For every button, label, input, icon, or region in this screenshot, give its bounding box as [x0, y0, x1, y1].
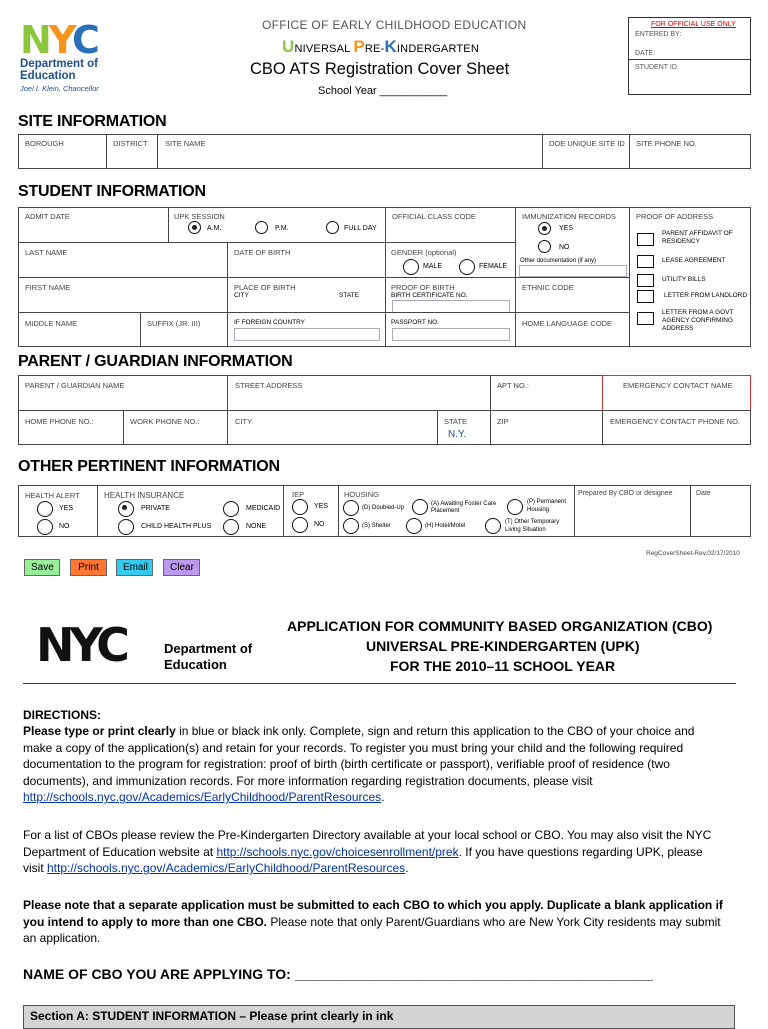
zip-field[interactable]: ZIP [490, 410, 603, 445]
upk-title: UNIVERSAL PRE-KINDERGARTEN [282, 37, 479, 56]
clear-button[interactable]: Clear [163, 559, 200, 576]
state-value: N.Y. [448, 429, 467, 440]
class-code-field[interactable]: OFFICIAL CLASS CODE [385, 207, 516, 243]
passport-field: PASSPORT NO. [385, 312, 516, 347]
logo-edu-black: Education [164, 657, 227, 672]
hotel-radio[interactable] [406, 518, 422, 534]
gender-field: GENDER (optional) MALE FEMALE [385, 242, 516, 278]
directions-heading: DIRECTIONS: [23, 708, 101, 722]
govt-letter-checkbox[interactable] [637, 312, 654, 325]
ethnic-code-field[interactable]: ETHNIC CODE [515, 277, 630, 313]
pm-radio[interactable] [255, 221, 268, 234]
site-phone-field[interactable]: SITE PHONE NO. [629, 134, 751, 169]
iep-field: IEP YES NO [283, 485, 339, 537]
parent-info-heading: PARENT / GUARDIAN INFORMATION [18, 353, 293, 370]
parent-name-field[interactable]: PARENT / GUARDIAN NAME [18, 375, 228, 411]
lease-checkbox[interactable] [637, 255, 654, 268]
first-name-field[interactable]: FIRST NAME [18, 277, 228, 313]
doe-site-id-field[interactable]: DOE UNIQUE SITE ID [542, 134, 630, 169]
site-info-heading: SITE INFORMATION [18, 113, 167, 130]
logo-letters-black: NYC [36, 618, 125, 672]
nyc-doe-logo-black [36, 618, 266, 674]
app-title-1: APPLICATION FOR COMMUNITY BASED ORGANIZATION (CBO) [287, 618, 713, 634]
official-use-title: FOR OFFICIAL USE ONLY [651, 21, 736, 28]
full-day-radio[interactable] [326, 221, 339, 234]
directions-paragraph-3: Please note that a separate application must be submitted to each CBO to which you apply. Duplicate a blank application if you intend to apply to more than one CBO. Please note that only Parent/Guardians who are New York City residents may submit an application. [23, 898, 723, 945]
section-a-title: Section A: STUDENT INFORMATION – Please print clearly in ink [30, 1009, 394, 1023]
app-title-3: FOR THE 2010–11 SCHOOL YEAR [390, 658, 616, 674]
utility-checkbox[interactable] [637, 274, 654, 287]
emergency-name-field[interactable]: EMERGENCY CONTACT NAME [602, 375, 751, 411]
home-language-field[interactable]: HOME LANGUAGE CODE [515, 312, 630, 347]
logo-education: Education [20, 70, 76, 82]
home-phone-field[interactable]: HOME PHONE NO.: [18, 410, 124, 445]
temporary-radio[interactable] [485, 518, 501, 534]
borough-field[interactable]: BOROUGH [18, 134, 107, 169]
foreign-country-input[interactable] [234, 328, 380, 341]
save-button[interactable]: Save [24, 559, 60, 576]
emergency-phone-field[interactable]: EMERGENCY CONTACT PHONE NO. [602, 410, 751, 445]
last-name-field[interactable]: LAST NAME [18, 242, 228, 278]
district-field[interactable]: DISTRICT [106, 134, 158, 169]
middle-name-field[interactable]: MIDDLE NAME [18, 312, 141, 347]
app-title-2: UNIVERSAL PRE-KINDERGARTEN (UPK) [366, 638, 640, 654]
iep-no-radio[interactable] [292, 517, 308, 533]
health-alert-field: HEALTH ALERT YES NO [18, 485, 98, 537]
parent-resources-link[interactable]: http://schools.nyc.gov/Academics/EarlyChildhood/ParentResources [23, 790, 382, 804]
admit-date-field[interactable]: ADMIT DATE [18, 207, 169, 243]
iep-yes-radio[interactable] [292, 499, 308, 515]
logo-dept-black: Department of [164, 641, 253, 656]
landlord-checkbox[interactable] [637, 290, 654, 303]
student-info-heading: STUDENT INFORMATION [18, 183, 206, 200]
form-title: CBO ATS Registration Cover Sheet [250, 60, 510, 78]
prepared-date-field[interactable]: Date [690, 485, 751, 537]
shelter-radio[interactable] [343, 518, 359, 534]
choices-enrollment-link[interactable]: http://schools.nyc.gov/choicesenrollment/prek [216, 844, 459, 859]
office-title: OFFICE OF EARLY CHILDHOOD EDUCATION [262, 18, 527, 32]
suffix-field[interactable]: SUFFIX (JR. III) [140, 312, 228, 347]
email-button[interactable]: Email [116, 559, 153, 576]
am-radio[interactable] [188, 221, 201, 234]
awaiting-radio[interactable] [412, 499, 428, 515]
passport-input[interactable] [392, 328, 510, 341]
housing-field: HOUSING (D) Doubled-Up (A) Awaiting Foster Care Placement (P) Permanent Housing (S) Shelter (H) Hotel/Motel (T) Other Temporary Living Situation [338, 485, 575, 537]
health-alert-yes-radio[interactable] [37, 501, 53, 517]
male-radio[interactable] [403, 259, 419, 275]
proof-address-field: PROOF OF ADDRESS PARENT AFFIDAVIT OF RESIDENCY LEASE AGREEMENT UTILITY BILLS LETTER FROM LANDLORD LETTER FROM A GOVT AGENCY CONFIRMING ADDRESS [629, 207, 751, 347]
directions-paragraph-2: For a list of CBOs please review the Pre-Kindergarten Directory available at your local school or CBO. You may also visit the NYC Department of Education website at http://schools.nyc.gov/choicesenrollment/prek. If you have questions regarding UPK, please visit http://schools.nyc.gov/Academics/EarlyChildhood/ParentResources. [23, 828, 712, 875]
directions-paragraph-1: Please type or print clearly in blue or black ink only. Complete, sign and return this application to the CBO of your choice and make a copy of the application(s) and retain for your records. To register you must bring your child and the following required documentation to the program for registration: proof of birth (birth certificate or passport), verifiable proof of residence (two documents), and immunization records. For more information regarding registration documents, please visit http://schools.nyc.gov/Academics/EarlyChildhood/ParentResources. [23, 724, 695, 804]
permanent-radio[interactable] [507, 499, 523, 515]
private-radio[interactable] [118, 501, 134, 517]
print-button[interactable]: Print [70, 559, 107, 576]
work-phone-field[interactable]: WORK PHONE NO.: [123, 410, 228, 445]
school-year: School Year ___________ [318, 85, 448, 97]
official-use-box [628, 17, 751, 95]
medicaid-radio[interactable] [223, 501, 239, 517]
proof-birth-field: PROOF OF BIRTH BIRTH CERTIFICATE NO. [385, 277, 516, 313]
logo-dept: Department of [20, 58, 98, 70]
other-doc-input[interactable] [519, 265, 627, 277]
site-name-field[interactable]: SITE NAME [157, 134, 543, 169]
pob-field: PLACE OF BIRTH CITY STATE [227, 277, 386, 313]
street-address-field[interactable]: STREET ADDRESS [227, 375, 491, 411]
title-divider [23, 683, 736, 684]
cbo-name-line[interactable]: NAME OF CBO YOU ARE APPLYING TO: ______________________________________________ [23, 966, 653, 982]
parent-city-field[interactable]: CITY [227, 410, 438, 445]
foreign-country-field: IF FOREIGN COUNTRY [227, 312, 386, 347]
none-radio[interactable] [223, 519, 239, 535]
parent-resources-link-2[interactable]: http://schools.nyc.gov/Academics/EarlyChildhood/ParentResources [47, 861, 406, 875]
chancellor: Joel I. Klein, Chancellor [20, 84, 99, 93]
parent-state-field: STATE N.Y. [437, 410, 491, 445]
nyc-doe-logo [20, 18, 130, 100]
doubled-up-radio[interactable] [343, 500, 359, 516]
prepared-by-field[interactable]: Prepared By CBO or designee [574, 485, 691, 537]
insurance-field: HEALTH INSURANCE PRIVATE CHILD HEALTH PLUS MEDICAID NONE [97, 485, 284, 537]
logo-letters: NYC [20, 18, 97, 62]
immunization-yes-radio[interactable] [538, 222, 551, 235]
apt-field[interactable]: APT NO.: [490, 375, 603, 411]
student-id-label: STUDENT ID [635, 64, 677, 71]
date-label: DATE: [635, 50, 656, 57]
female-radio[interactable] [459, 259, 475, 275]
immunization-no-radio[interactable] [538, 240, 551, 253]
revision-text: RegCoverSheet-Rev.02/17/2010 [646, 550, 740, 557]
dob-field[interactable]: DATE OF BIRTH [227, 242, 386, 278]
entered-by-label: ENTERED BY: [635, 31, 682, 38]
other-info-heading: OTHER PERTINENT INFORMATION [18, 458, 280, 475]
health-alert-no-radio[interactable] [37, 519, 53, 535]
chp-radio[interactable] [118, 519, 134, 535]
upk-session-field: UPK SESSION A.M. P.M. FULL DAY [168, 207, 386, 243]
section-a-bar [23, 1005, 735, 1029]
immunization-field: IMMUNIZATION RECORDS YES NO Other documentation (if any) [515, 207, 630, 278]
affidavit-checkbox[interactable] [637, 233, 654, 246]
